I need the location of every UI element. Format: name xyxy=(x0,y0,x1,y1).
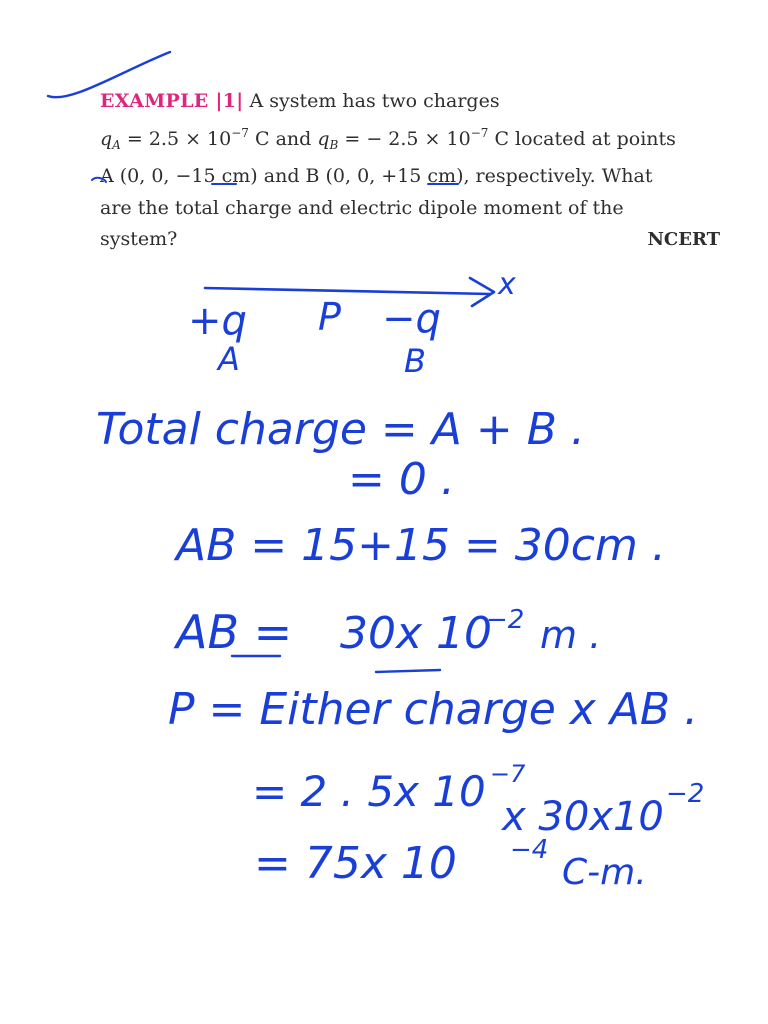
problem-line-1-text: A system has two charges xyxy=(249,90,500,112)
problem-line-3: A (0, 0, −15 cm) and B (0, 0, +15 cm), respectively. What xyxy=(100,165,653,187)
point-b-label: B xyxy=(404,342,426,380)
ab-distance-m-unit: m . xyxy=(540,613,602,657)
value-underline xyxy=(376,670,440,672)
margin-mark xyxy=(92,178,106,182)
ab-distance-m-exponent: −2 xyxy=(486,605,525,635)
ab-distance-m-lhs: AB = xyxy=(176,605,293,659)
point-a-label: A xyxy=(218,340,240,378)
source-tag: NCERT xyxy=(647,229,720,250)
ab-distance-m-value: 30x 10 xyxy=(340,608,493,659)
qb-value: = − 2.5 × 10 xyxy=(338,127,471,150)
final-answer: = 75x 10 xyxy=(254,838,457,889)
axis-label: x xyxy=(498,267,516,302)
final-answer-unit: C-m. xyxy=(562,852,647,893)
diagram-axis xyxy=(205,288,490,294)
calc-line-1-exponent: −7 xyxy=(490,760,526,788)
qa-symbol: q xyxy=(100,127,113,150)
calc-line-1-second-factor: x 30x10 xyxy=(502,794,664,840)
charge-minus-q: −q xyxy=(382,296,441,342)
qa-exponent: −7 xyxy=(231,125,249,140)
example-label: EXAMPLE |1| xyxy=(100,90,244,112)
qa-subscript: A xyxy=(112,137,121,152)
qb-exponent: −7 xyxy=(470,125,489,140)
total-charge-line: Total charge = A + B . xyxy=(96,404,585,455)
qb-subscript: B xyxy=(329,137,339,152)
problem-line-4: are the total charge and electric dipole moment of the xyxy=(100,196,624,219)
problem-line-5-text: system? xyxy=(100,228,178,250)
dipole-moment-formula: P = Either charge x AB . xyxy=(168,684,699,735)
axis-arrowhead xyxy=(470,278,494,306)
check-mark xyxy=(48,52,170,97)
ab-distance-cm: AB = 15+15 = 30cm . xyxy=(176,520,666,571)
qb-symbol: q xyxy=(317,127,330,150)
calc-line-1: = 2 . 5x 10 xyxy=(252,767,486,816)
point-p-label: P xyxy=(318,295,341,339)
final-answer-exponent: −4 xyxy=(510,835,549,865)
qb-tail: C located at points xyxy=(488,127,676,150)
qa-value: = 2.5 × 10 xyxy=(120,127,232,150)
calc-line-1-exponent-2: −2 xyxy=(666,779,705,809)
qa-unit: C and xyxy=(248,127,318,150)
total-charge-result: = 0 . xyxy=(348,454,455,505)
charge-plus-q: +q xyxy=(188,298,247,344)
